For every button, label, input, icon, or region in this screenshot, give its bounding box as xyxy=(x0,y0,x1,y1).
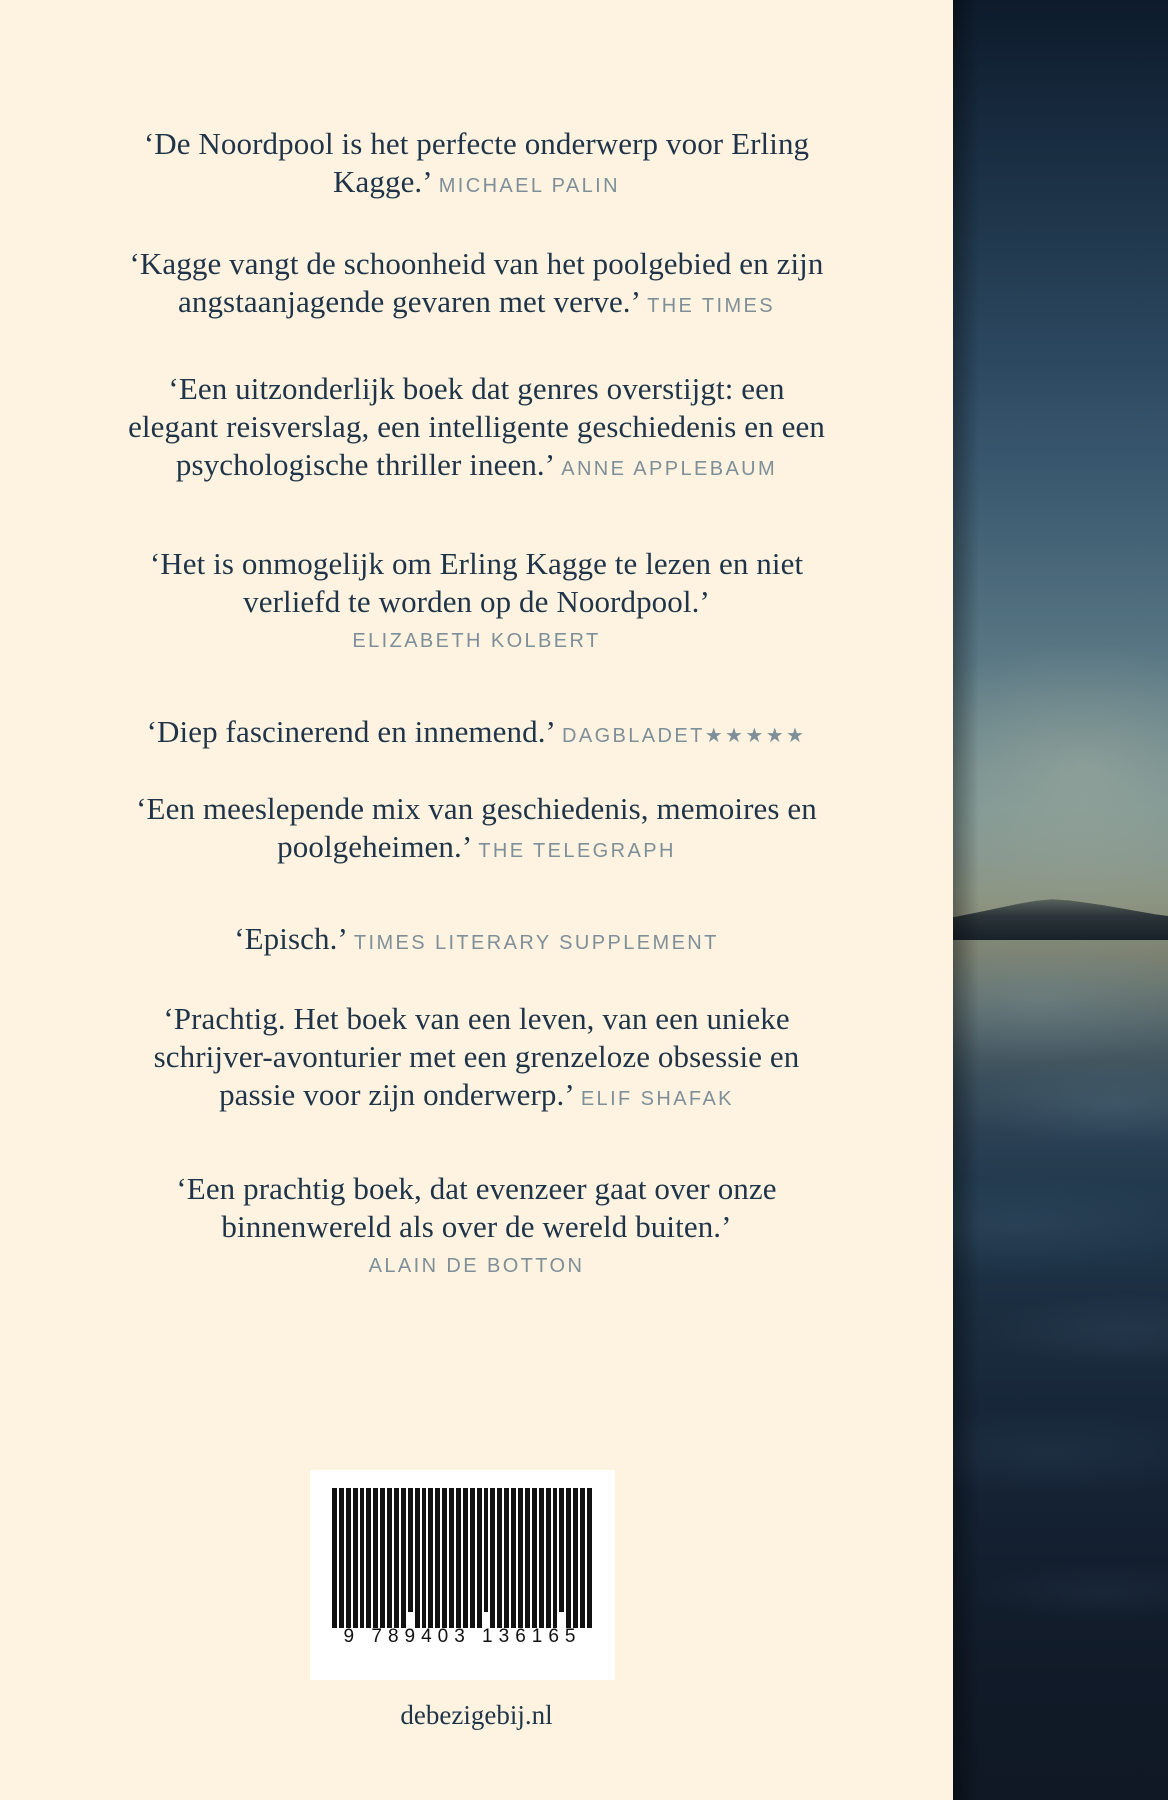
publisher-website: debezigebij.nl xyxy=(400,1700,553,1730)
quote-source: ELIF SHAFAK xyxy=(580,1087,734,1110)
review-quote xyxy=(127,1170,827,1278)
quote-text: ‘Prachtig. Het boek van een leven, van een unieke schrijver-avonturier met een grenzeloze obsessie en passie voor zijn onderwerp.’ xyxy=(153,1001,800,1112)
review-quote xyxy=(127,920,827,958)
strip-edge-shadow xyxy=(953,0,979,1800)
quote-source: MICHAEL PALIN xyxy=(438,174,620,197)
review-quote xyxy=(127,713,827,751)
quote-source: DAGBLADET★★★★★ xyxy=(561,725,807,747)
water-surface xyxy=(953,930,1168,1800)
quote-text: ‘De Noordpool is het perfecte onderwerp voor Erling Kagge.’ xyxy=(143,126,810,199)
review-quote xyxy=(127,125,827,201)
quote-text: ‘Een meeslepende mix van geschiedenis, memoires en poolgeheimen.’ xyxy=(136,791,817,864)
quote-text: ‘Een uitzonderlijk boek dat genres overstijgt: een elegant reisverslag, een intelligente geschiedenis en een psychologische thriller ineen.’ xyxy=(128,371,825,482)
review-quote xyxy=(127,545,827,653)
barcode-number: 9 789403 136165 xyxy=(343,1626,582,1647)
quote-text: ‘Kagge vangt de schoonheid van het poolgebied en zijn angstaanjagende gevaren met verve.’ xyxy=(129,246,824,319)
quote-source: THE TELEGRAPH xyxy=(478,839,676,862)
review-quote xyxy=(127,1000,827,1113)
quote-source: THE TIMES xyxy=(647,294,776,317)
review-quote xyxy=(127,370,827,483)
quote-source: ALAIN DE BOTTON xyxy=(368,1254,585,1277)
quote-text: ‘Een prachtig boek, dat evenzeer gaat over onze binnenwereld als over de wereld buiten.’ xyxy=(176,1171,777,1244)
review-quote xyxy=(127,790,827,866)
quote-text: ‘Episch.’ xyxy=(234,921,348,956)
barcode xyxy=(310,1470,615,1680)
quote-text: ‘Het is onmogelijk om Erling Kagge te lezen en niet verliefd te worden op de Noordpool.’ xyxy=(149,546,804,619)
quote-source: ANNE APPLEBAUM xyxy=(561,457,778,480)
quote-source: TIMES LITERARY SUPPLEMENT xyxy=(353,932,719,954)
cover-photo-strip xyxy=(953,0,1168,1800)
quote-source: ELIZABETH KOLBERT xyxy=(352,629,601,652)
quote-text: ‘Diep fascinerend en innemend.’ xyxy=(146,714,556,749)
barcode-bars xyxy=(332,1488,594,1628)
review-quote xyxy=(127,245,827,321)
